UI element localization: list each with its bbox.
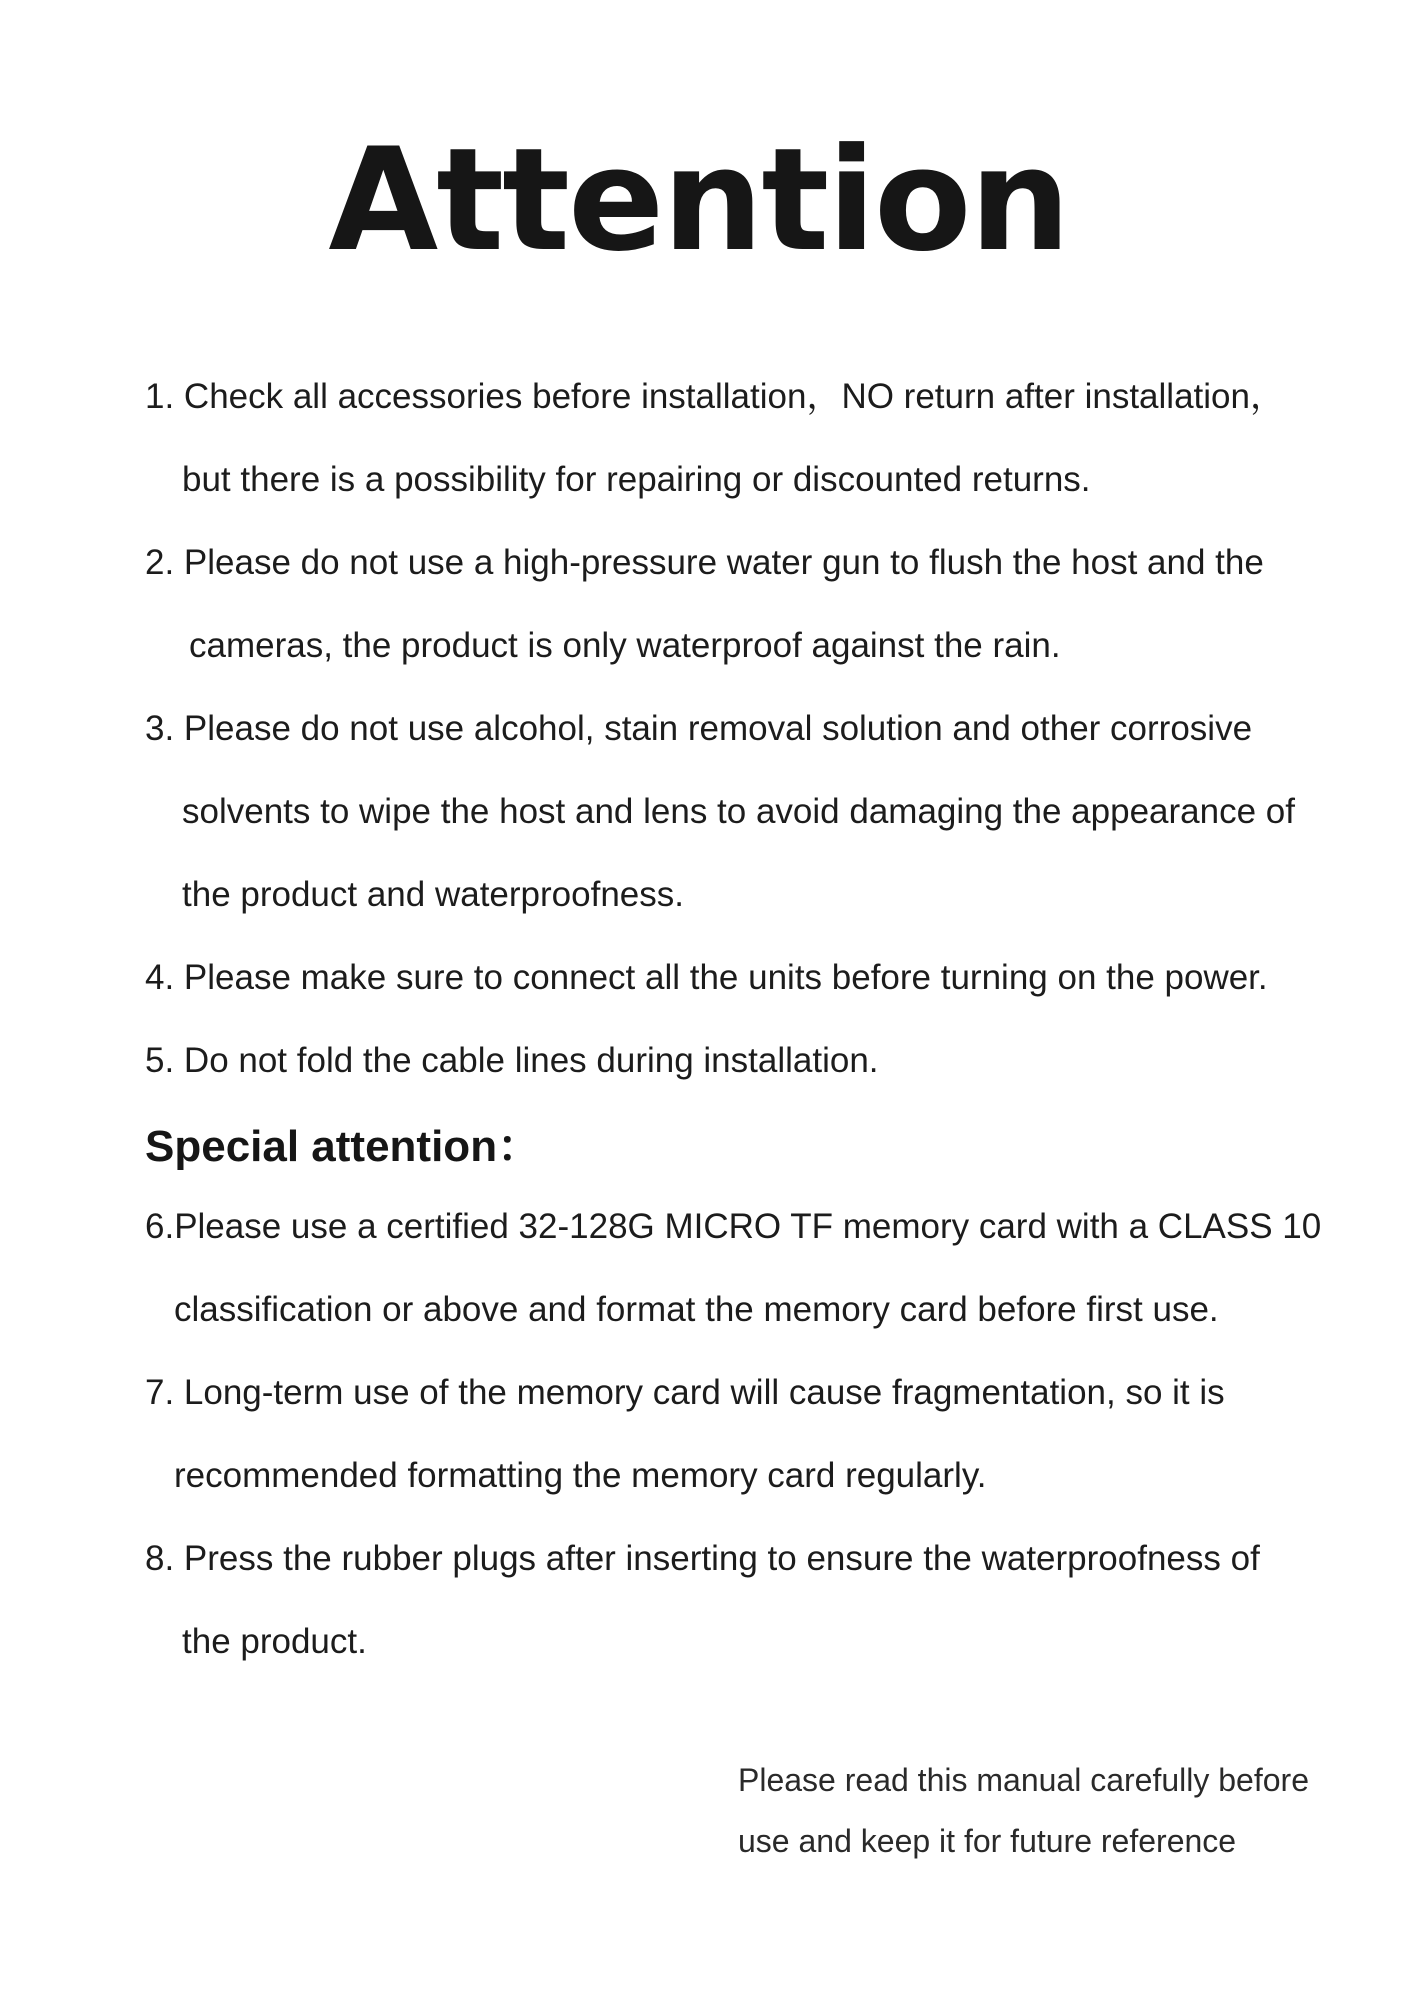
item-3-line-3: the product and waterproofness. (182, 875, 684, 914)
item-6-line-2: classification or above and format the memory card before first use. (174, 1290, 1219, 1329)
item-8-line-2: the product. (182, 1622, 367, 1661)
footer-note-line-1: Please read this manual carefully before (738, 1762, 1309, 1798)
item-4-line-1: 4. Please make sure to connect all the units before turning on the power. (145, 958, 1268, 997)
item-8-line-1: 8. Press the rubber plugs after inserting to ensure the waterproofness of (145, 1539, 1260, 1578)
item-3-line-1: 3. Please do not use alcohol, stain removal solution and other corrosive (145, 709, 1253, 748)
item-2-line-1: 2. Please do not use a high-pressure water gun to flush the host and the (145, 543, 1264, 582)
item-2-line-2: cameras, the product is only waterproof against the rain. (189, 626, 1061, 665)
page-title: Attention (328, 118, 1069, 283)
special-attention-heading: Special attention： (145, 1122, 542, 1171)
item-1-line-1: 1. Check all accessories before installation，NO return after installation， (145, 377, 1285, 416)
item-6-line-1: 6.Please use a certified 32-128G MICRO TF memory card with a CLASS 10 (145, 1207, 1322, 1246)
item-1-line-2: but there is a possibility for repairing or discounted returns. (182, 460, 1091, 499)
footer-note-line-2: use and keep it for future reference (738, 1823, 1237, 1859)
item-7-line-2: recommended formatting the memory card regularly. (174, 1456, 987, 1495)
item-3-line-2: solvents to wipe the host and lens to avoid damaging the appearance of (182, 792, 1295, 831)
item-7-line-1: 7. Long-term use of the memory card will cause fragmentation, so it is (145, 1373, 1225, 1412)
item-5-line-1: 5. Do not fold the cable lines during installation. (145, 1041, 879, 1080)
